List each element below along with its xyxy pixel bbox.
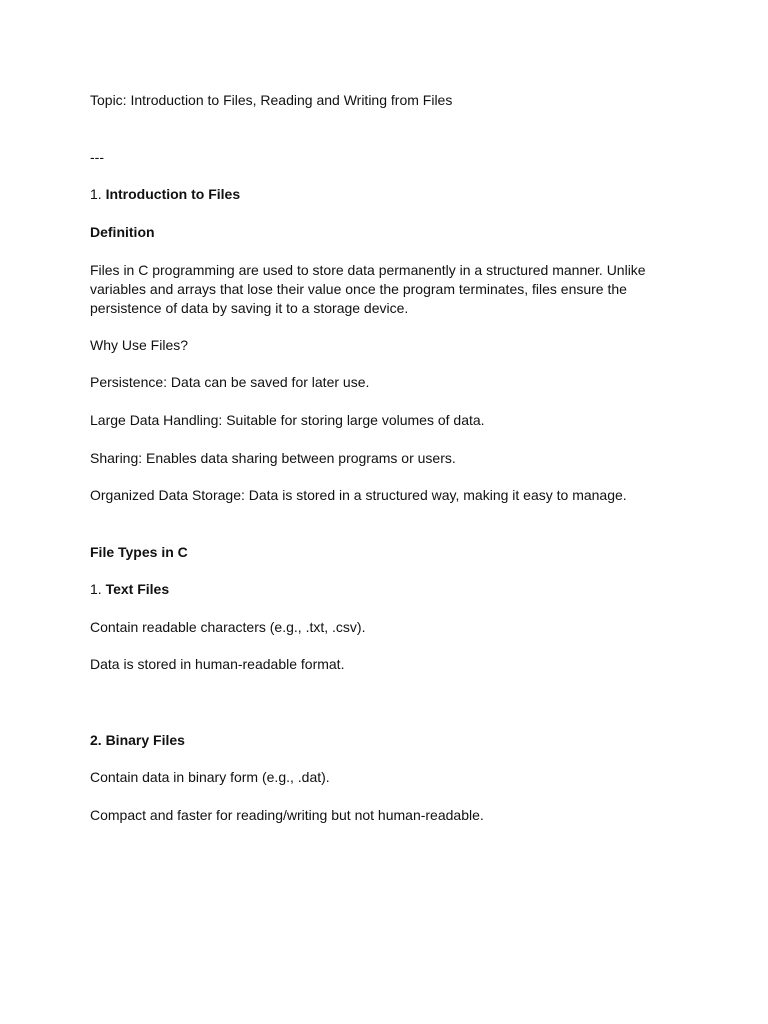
separator: ---	[90, 149, 104, 165]
section-number: 1.	[90, 186, 106, 202]
list-item: Data is stored in human-readable format.	[90, 656, 345, 672]
list-item: Large Data Handling: Suitable for storing large volumes of data.	[90, 412, 485, 428]
definition-heading: Definition	[90, 224, 155, 240]
text-files-heading	[90, 580, 169, 599]
file-types-heading: File Types in C	[90, 544, 188, 560]
list-item: Sharing: Enables data sharing between programs or users.	[90, 450, 456, 466]
definition-line-1: Files in C programming are used to store data permanently in a structured manner. Unlike	[90, 262, 646, 278]
list-item: Persistence: Data can be saved for later use.	[90, 374, 370, 390]
section-title: Introduction to Files	[105, 186, 241, 202]
section-heading-introduction	[90, 185, 240, 204]
list-item: Organized Data Storage: Data is stored in a structured way, making it easy to manage.	[90, 487, 627, 503]
definition-line-3: persistence of data by saving it to a storage device.	[90, 300, 409, 316]
why-use-heading: Why Use Files?	[90, 337, 189, 353]
text-files-title: Text Files	[105, 581, 170, 597]
list-item: Contain data in binary form (e.g., .dat).	[90, 769, 330, 785]
list-item: Compact and faster for reading/writing but not human-readable.	[90, 807, 484, 823]
topic-line: Topic: Introduction to Files, Reading and Writing from Files	[90, 92, 453, 108]
binary-files-heading: 2. Binary Files	[90, 732, 185, 748]
definition-line-2: variables and arrays that lose their value once the program terminates, files ensure the	[90, 281, 627, 297]
text-files-number: 1.	[90, 581, 106, 597]
list-item: Contain readable characters (e.g., .txt, .csv).	[90, 619, 366, 635]
